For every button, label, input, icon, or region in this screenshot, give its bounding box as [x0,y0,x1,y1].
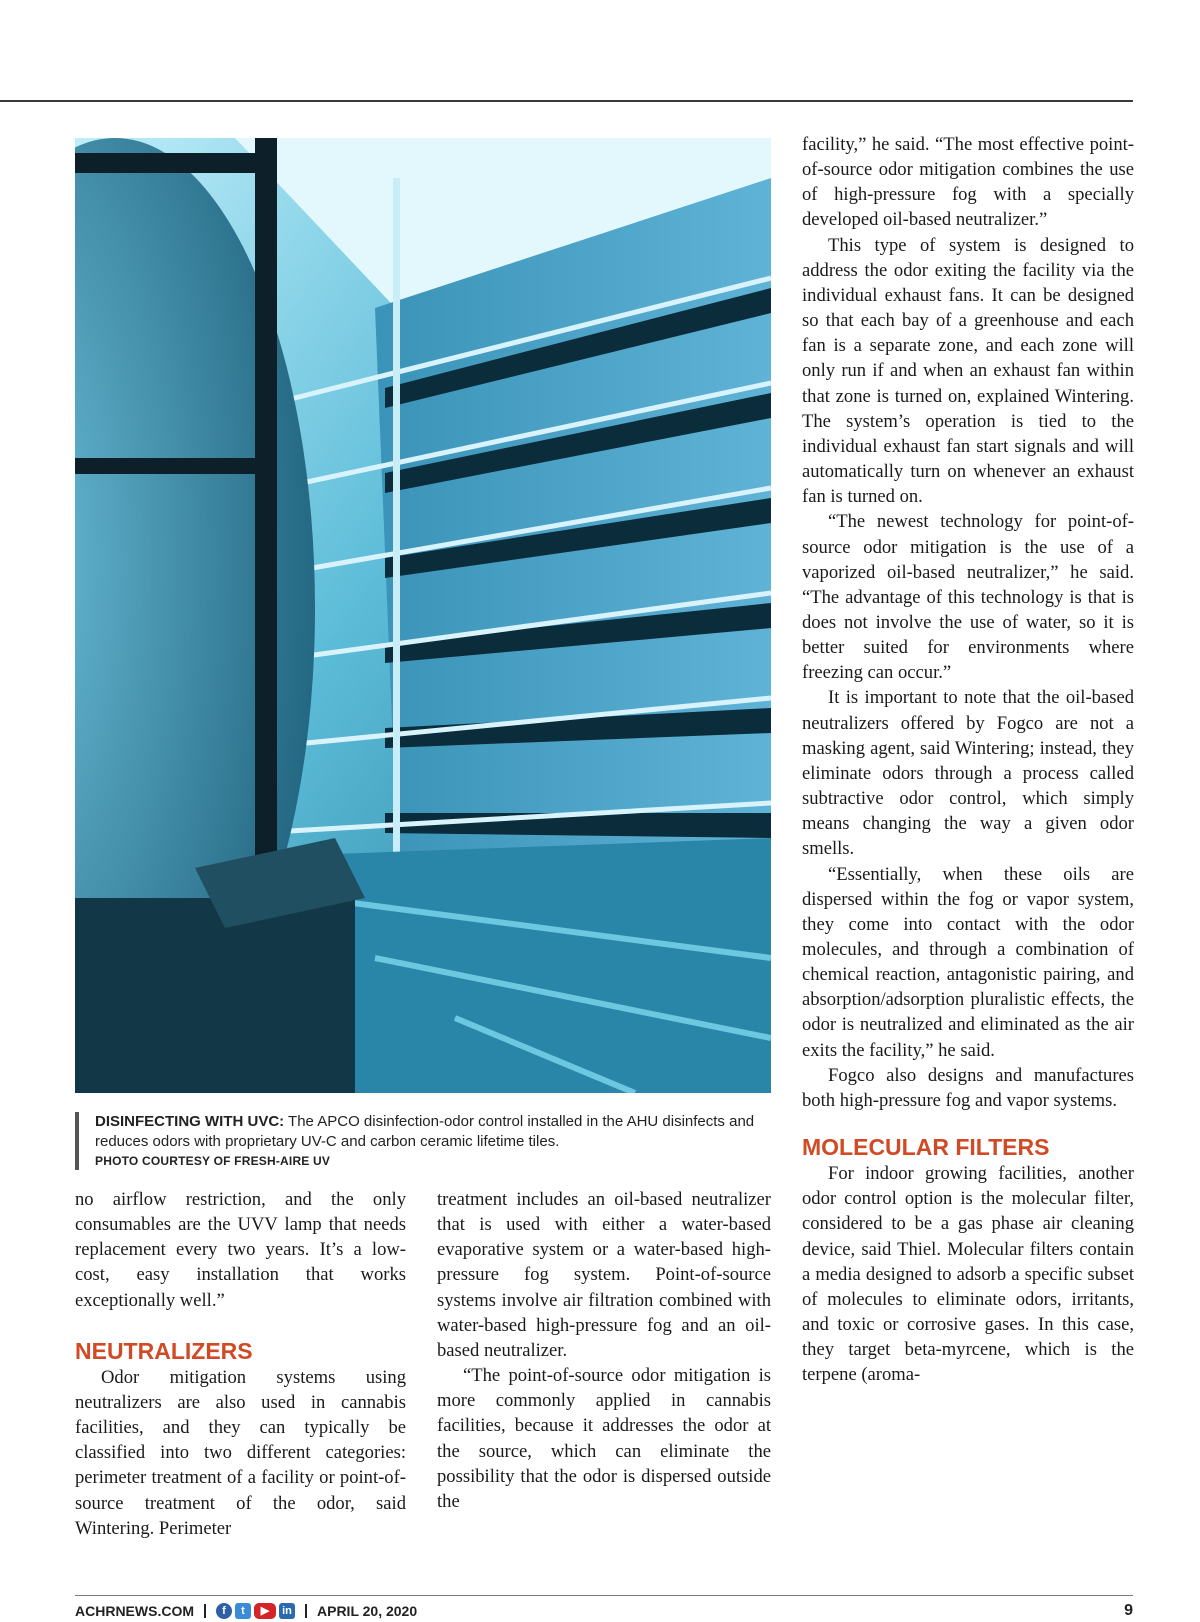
facebook-icon[interactable]: f [216,1603,232,1619]
page-footer [75,1600,1133,1622]
social-icons [216,1603,295,1619]
youtube-icon[interactable]: ▶ [254,1603,276,1619]
caption-lead: DISINFECTING WITH UVC: [95,1113,285,1130]
col3-paragraph-5: “Essentially, when these oils are dispersed within the fog or vapor system, they come into contact with the odor molecules, and through a combination of chemical reaction, antagonistic pairing, and absorption/adsorption pluralistic effects, the odor is neutralized and eliminated as the air exits the facility,” he said. [802,863,1134,1061]
page-number: 9 [1124,1602,1133,1619]
footer-site[interactable]: ACHRNEWS.COM [75,1603,194,1619]
col3-paragraph-2: This type of system is designed to address the odor exiting the facility via the individual exhaust fans. It can be designed so that each bay of a greenhouse and each fan is a separate zone, and each zone will only run if and when an exhaust fan within that zone is turned on, explained Wintering. The system’s operation is tied to the individual exhaust fan start signals and will automatically turn on whenever an exhaust fan is turned on. [802,234,1134,508]
heading-neutralizers: NEUTRALIZERS [75,1337,253,1364]
column-3 [802,132,1134,1388]
column-1 [75,1187,406,1541]
col1-paragraph-1: no airflow restriction, and the only consumables are the UVV lamp that needs replacement every two years. It’s a low-cost, easy installation that works exceptionally well.” [75,1189,406,1311]
col2-paragraph-2: “The point-of-source odor mitigation is more commonly applied in cannabis facilities, because it addresses the odor at the source, which can eliminate the possibility that the odor is dispersed outside the [437,1365,771,1512]
caption-text: The APCO disinfection-odor control installed in the AHU disinfects and reduces odors with proprietary UV-C and carbon ceramic lifetime tiles. [95,1113,755,1150]
photo-caption [75,1112,771,1170]
uvc-air-handler-photo [75,138,771,1093]
column-2 [437,1187,771,1514]
col3-paragraph-4: It is important to note that the oil-based neutralizers offered by Fogco are not a masking agent, said Wintering; instead, they eliminate odors through a process called subtractive odor control, which simply means changing the way a given odor smells. [802,687,1134,860]
col2-paragraph-1: treatment includes an oil-based neutralizer that is used with either a water-based evaporative system or a water-based high-pressure fog system. Point-of-source systems involve air filtration combined with water-based high-pressure fog and an oil-based neutralizer. [437,1189,771,1361]
col1-paragraph-2: Odor mitigation systems using neutralizers are also used in cannabis facilities, and they can typically be classified into two different categories: perimeter treatment of a facility or point-of-source treatment of the odor, said Wintering. Perimeter [75,1366,406,1539]
col3-paragraph-3: “The newest technology for point-of-source odor mitigation is the use of a vaporized oil-based neutralizer,” he said. “The advantage of this technology is that is does not involve the use of water, so it is better suited for environments where freezing can occur.” [802,511,1134,684]
col3-paragraph-7: For indoor growing facilities, another odor control option is the molecular filter, considered to be a gas phase air cleaning device, said Thiel. Molecular filters contain a media designed to adsorb a specific subset of molecules to eliminate odors, irritants, and toxic or corrosive gases. In this case, they target beta-myrcene, which is the terpene (aroma- [802,1163,1134,1386]
caption-credit: PHOTO COURTESY OF FRESH-AIRE UV [95,1154,331,1168]
top-rule [0,100,1133,102]
twitter-icon[interactable]: t [235,1603,251,1619]
col3-paragraph-1: facility,” he said. “The most effective point-of-source odor mitigation combines the use of high-pressure fog with a specially developed oil-based neutralizer.” [802,134,1134,231]
col3-paragraph-6: Fogco also designs and manufactures both high-pressure fog and vapor systems. [802,1064,1134,1111]
linkedin-icon[interactable]: in [279,1603,295,1619]
footer-rule [75,1595,1133,1596]
heading-molecular-filters: MOLECULAR FILTERS [802,1134,1050,1161]
footer-separator [305,1604,307,1618]
footer-separator [204,1604,206,1618]
footer-date: APRIL 20, 2020 [317,1603,418,1619]
